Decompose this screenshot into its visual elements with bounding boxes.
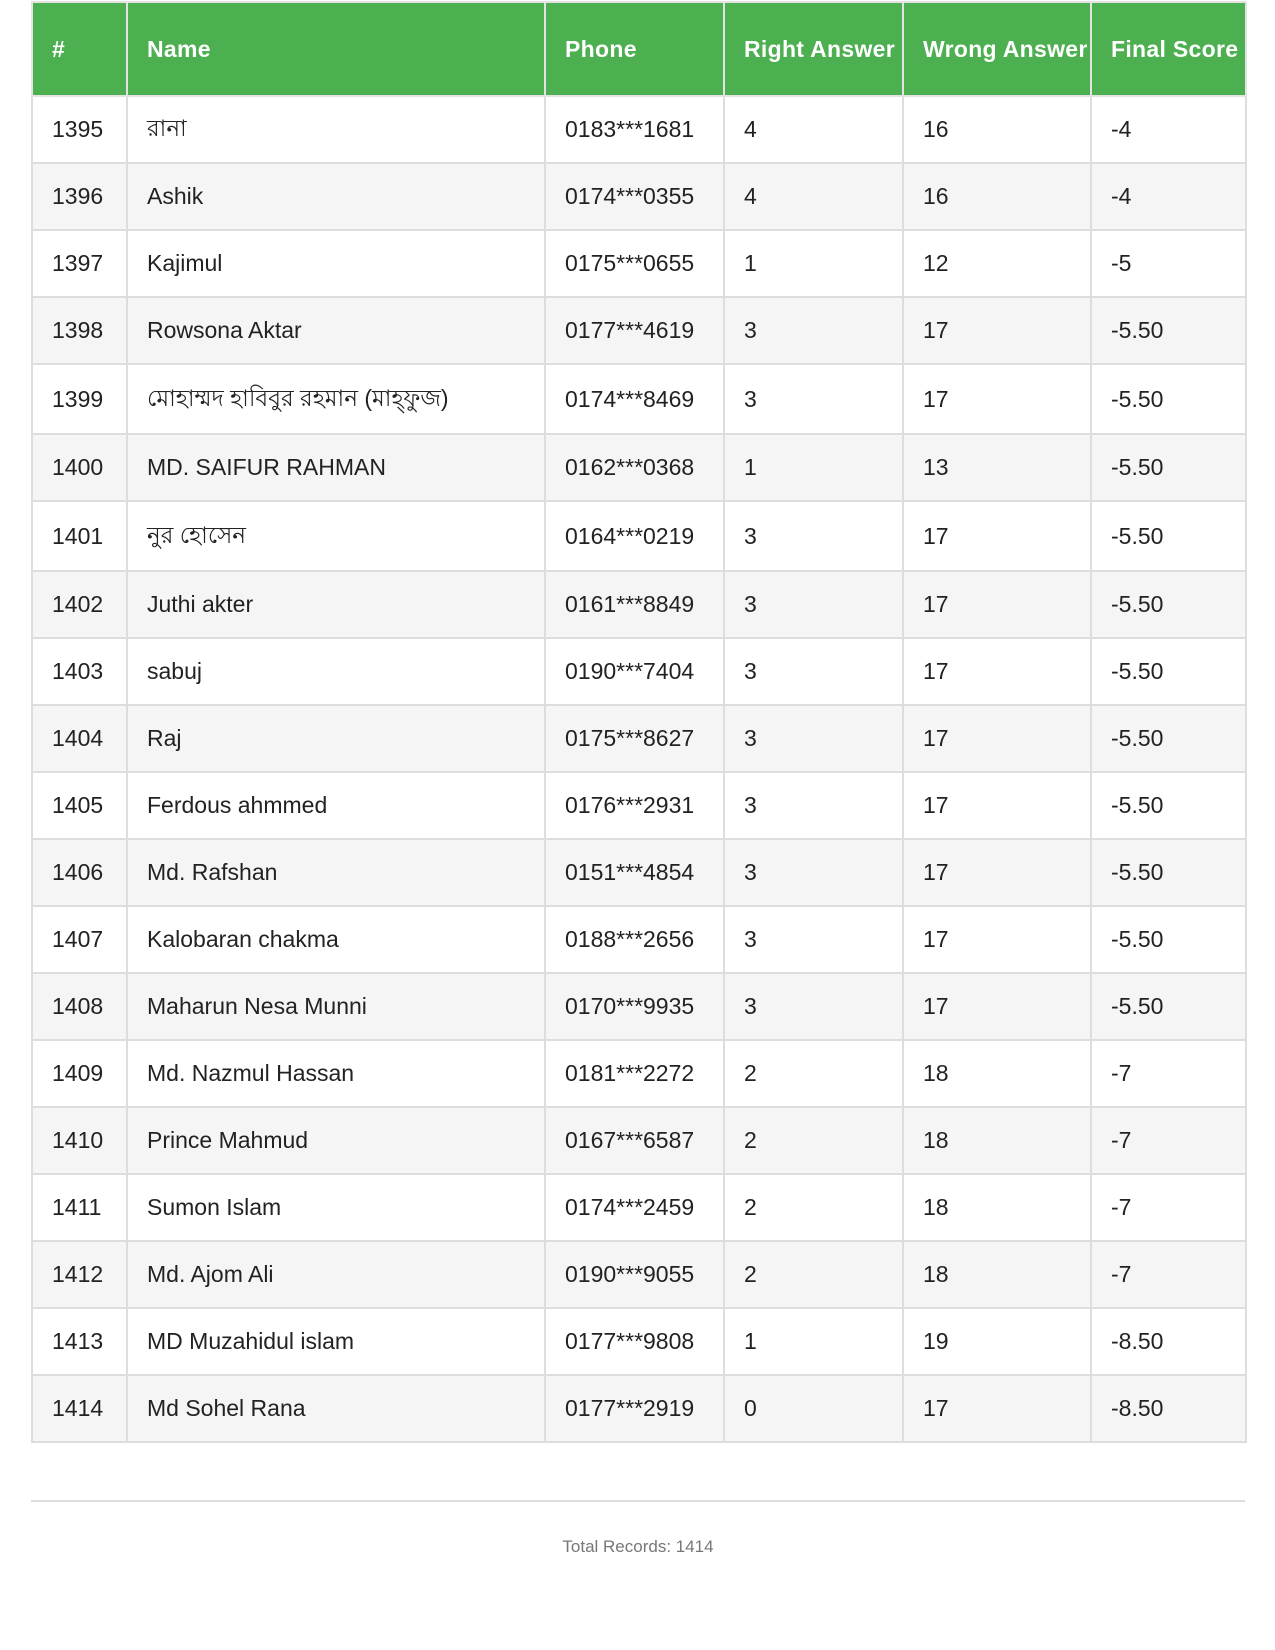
table-row	[32, 1308, 1246, 1375]
cell-phone: 0151***4854	[545, 839, 724, 906]
cell-right-answer: 3	[724, 839, 903, 906]
cell-right-answer: 3	[724, 973, 903, 1040]
cell-final-score: -5.50	[1091, 705, 1246, 772]
cell-final-score: -8.50	[1091, 1375, 1246, 1442]
cell-right-answer: 1	[724, 434, 903, 501]
table-row	[32, 1174, 1246, 1241]
table-row	[32, 772, 1246, 839]
cell-name: Ashik	[127, 163, 545, 230]
cell-rank: 1398	[32, 297, 127, 364]
table-header	[32, 2, 1246, 96]
cell-name: Kalobaran chakma	[127, 906, 545, 973]
table-row	[32, 906, 1246, 973]
cell-wrong-answer: 17	[903, 364, 1091, 434]
cell-right-answer: 2	[724, 1241, 903, 1308]
table-row	[32, 230, 1246, 297]
cell-phone: 0177***2919	[545, 1375, 724, 1442]
cell-phone: 0190***9055	[545, 1241, 724, 1308]
cell-final-score: -5.50	[1091, 973, 1246, 1040]
column-header-wrong-answer[interactable]: Wrong Answer	[903, 2, 1091, 96]
cell-wrong-answer: 17	[903, 973, 1091, 1040]
column-header-right-answer[interactable]: Right Answer	[724, 2, 903, 96]
cell-rank: 1409	[32, 1040, 127, 1107]
table-row	[32, 501, 1246, 571]
cell-phone: 0177***9808	[545, 1308, 724, 1375]
cell-final-score: -5.50	[1091, 364, 1246, 434]
cell-phone: 0183***1681	[545, 96, 724, 163]
cell-name: Prince Mahmud	[127, 1107, 545, 1174]
cell-phone: 0162***0368	[545, 434, 724, 501]
table-row	[32, 1241, 1246, 1308]
cell-rank: 1407	[32, 906, 127, 973]
cell-name: Juthi akter	[127, 571, 545, 638]
cell-name: Rowsona Aktar	[127, 297, 545, 364]
cell-rank: 1404	[32, 705, 127, 772]
cell-rank: 1408	[32, 973, 127, 1040]
cell-final-score: -5.50	[1091, 839, 1246, 906]
table-row	[32, 839, 1246, 906]
cell-phone: 0175***0655	[545, 230, 724, 297]
cell-final-score: -4	[1091, 163, 1246, 230]
cell-rank: 1410	[32, 1107, 127, 1174]
cell-right-answer: 2	[724, 1107, 903, 1174]
cell-right-answer: 0	[724, 1375, 903, 1442]
cell-final-score: -5.50	[1091, 906, 1246, 973]
cell-wrong-answer: 13	[903, 434, 1091, 501]
cell-wrong-answer: 18	[903, 1040, 1091, 1107]
cell-final-score: -5.50	[1091, 638, 1246, 705]
cell-phone: 0175***8627	[545, 705, 724, 772]
cell-rank: 1401	[32, 501, 127, 571]
cell-name: Sumon Islam	[127, 1174, 545, 1241]
cell-wrong-answer: 18	[903, 1241, 1091, 1308]
cell-wrong-answer: 17	[903, 906, 1091, 973]
cell-phone: 0190***7404	[545, 638, 724, 705]
cell-rank: 1413	[32, 1308, 127, 1375]
cell-wrong-answer: 12	[903, 230, 1091, 297]
cell-right-answer: 3	[724, 501, 903, 571]
header-row	[32, 2, 1246, 96]
cell-right-answer: 1	[724, 230, 903, 297]
cell-final-score: -5.50	[1091, 434, 1246, 501]
cell-wrong-answer: 19	[903, 1308, 1091, 1375]
cell-wrong-answer: 17	[903, 571, 1091, 638]
cell-name: রানা	[127, 96, 545, 163]
column-header-final-score[interactable]: Final Score	[1091, 2, 1246, 96]
cell-phone: 0167***6587	[545, 1107, 724, 1174]
cell-wrong-answer: 17	[903, 705, 1091, 772]
total-records-text: Total Records: 1414	[562, 1537, 714, 1556]
table-row	[32, 571, 1246, 638]
cell-name: Kajimul	[127, 230, 545, 297]
table-row	[32, 1107, 1246, 1174]
cell-wrong-answer: 17	[903, 297, 1091, 364]
cell-final-score: -5.50	[1091, 501, 1246, 571]
results-table	[31, 1, 1247, 1443]
cell-right-answer: 3	[724, 906, 903, 973]
table-row	[32, 297, 1246, 364]
cell-final-score: -5	[1091, 230, 1246, 297]
cell-right-answer: 4	[724, 163, 903, 230]
table-row	[32, 1040, 1246, 1107]
cell-name: Md. Rafshan	[127, 839, 545, 906]
cell-right-answer: 3	[724, 297, 903, 364]
cell-rank: 1399	[32, 364, 127, 434]
cell-rank: 1397	[32, 230, 127, 297]
cell-phone: 0170***9935	[545, 973, 724, 1040]
table-row	[32, 1375, 1246, 1442]
cell-phone: 0174***8469	[545, 364, 724, 434]
cell-name: নুর হোসেন	[127, 501, 545, 571]
cell-rank: 1396	[32, 163, 127, 230]
cell-phone: 0161***8849	[545, 571, 724, 638]
cell-rank: 1403	[32, 638, 127, 705]
cell-wrong-answer: 17	[903, 638, 1091, 705]
column-header-name[interactable]: Name	[127, 2, 545, 96]
table-row	[32, 364, 1246, 434]
cell-final-score: -7	[1091, 1040, 1246, 1107]
table-body	[32, 96, 1246, 1442]
cell-name: Md Sohel Rana	[127, 1375, 545, 1442]
cell-final-score: -4	[1091, 96, 1246, 163]
cell-rank: 1405	[32, 772, 127, 839]
cell-name: Maharun Nesa Munni	[127, 973, 545, 1040]
cell-right-answer: 3	[724, 705, 903, 772]
cell-wrong-answer: 18	[903, 1174, 1091, 1241]
column-header-rank[interactable]: #	[32, 2, 127, 96]
cell-right-answer: 4	[724, 96, 903, 163]
footer-divider	[31, 1500, 1245, 1502]
cell-wrong-answer: 17	[903, 1375, 1091, 1442]
cell-name: Md. Ajom Ali	[127, 1241, 545, 1308]
cell-right-answer: 2	[724, 1174, 903, 1241]
table-row	[32, 163, 1246, 230]
table-row	[32, 705, 1246, 772]
table-row	[32, 638, 1246, 705]
cell-phone: 0174***2459	[545, 1174, 724, 1241]
table-row	[32, 973, 1246, 1040]
table-row	[32, 96, 1246, 163]
cell-right-answer: 3	[724, 772, 903, 839]
cell-phone: 0188***2656	[545, 906, 724, 973]
cell-wrong-answer: 16	[903, 163, 1091, 230]
cell-rank: 1402	[32, 571, 127, 638]
cell-final-score: -7	[1091, 1174, 1246, 1241]
cell-wrong-answer: 17	[903, 839, 1091, 906]
cell-name: মোহাম্মদ হাবিবুর রহমান (মাহ্ফুজ)	[127, 364, 545, 434]
cell-name: sabuj	[127, 638, 545, 705]
cell-final-score: -5.50	[1091, 772, 1246, 839]
cell-final-score: -5.50	[1091, 297, 1246, 364]
cell-name: Md. Nazmul Hassan	[127, 1040, 545, 1107]
table-row	[32, 434, 1246, 501]
cell-name: MD. SAIFUR RAHMAN	[127, 434, 545, 501]
cell-phone: 0181***2272	[545, 1040, 724, 1107]
cell-rank: 1406	[32, 839, 127, 906]
cell-right-answer: 3	[724, 571, 903, 638]
cell-phone: 0174***0355	[545, 163, 724, 230]
cell-name: MD Muzahidul islam	[127, 1308, 545, 1375]
cell-final-score: -5.50	[1091, 571, 1246, 638]
cell-rank: 1400	[32, 434, 127, 501]
cell-rank: 1411	[32, 1174, 127, 1241]
cell-right-answer: 3	[724, 638, 903, 705]
cell-phone: 0176***2931	[545, 772, 724, 839]
cell-name: Raj	[127, 705, 545, 772]
cell-wrong-answer: 18	[903, 1107, 1091, 1174]
cell-final-score: -7	[1091, 1107, 1246, 1174]
cell-final-score: -8.50	[1091, 1308, 1246, 1375]
cell-right-answer: 1	[724, 1308, 903, 1375]
cell-wrong-answer: 17	[903, 772, 1091, 839]
cell-name: Ferdous ahmmed	[127, 772, 545, 839]
cell-phone: 0177***4619	[545, 297, 724, 364]
cell-rank: 1412	[32, 1241, 127, 1308]
cell-right-answer: 2	[724, 1040, 903, 1107]
column-header-phone[interactable]: Phone	[545, 2, 724, 96]
cell-phone: 0164***0219	[545, 501, 724, 571]
cell-wrong-answer: 17	[903, 501, 1091, 571]
cell-final-score: -7	[1091, 1241, 1246, 1308]
cell-rank: 1395	[32, 96, 127, 163]
cell-rank: 1414	[32, 1375, 127, 1442]
cell-wrong-answer: 16	[903, 96, 1091, 163]
cell-right-answer: 3	[724, 364, 903, 434]
